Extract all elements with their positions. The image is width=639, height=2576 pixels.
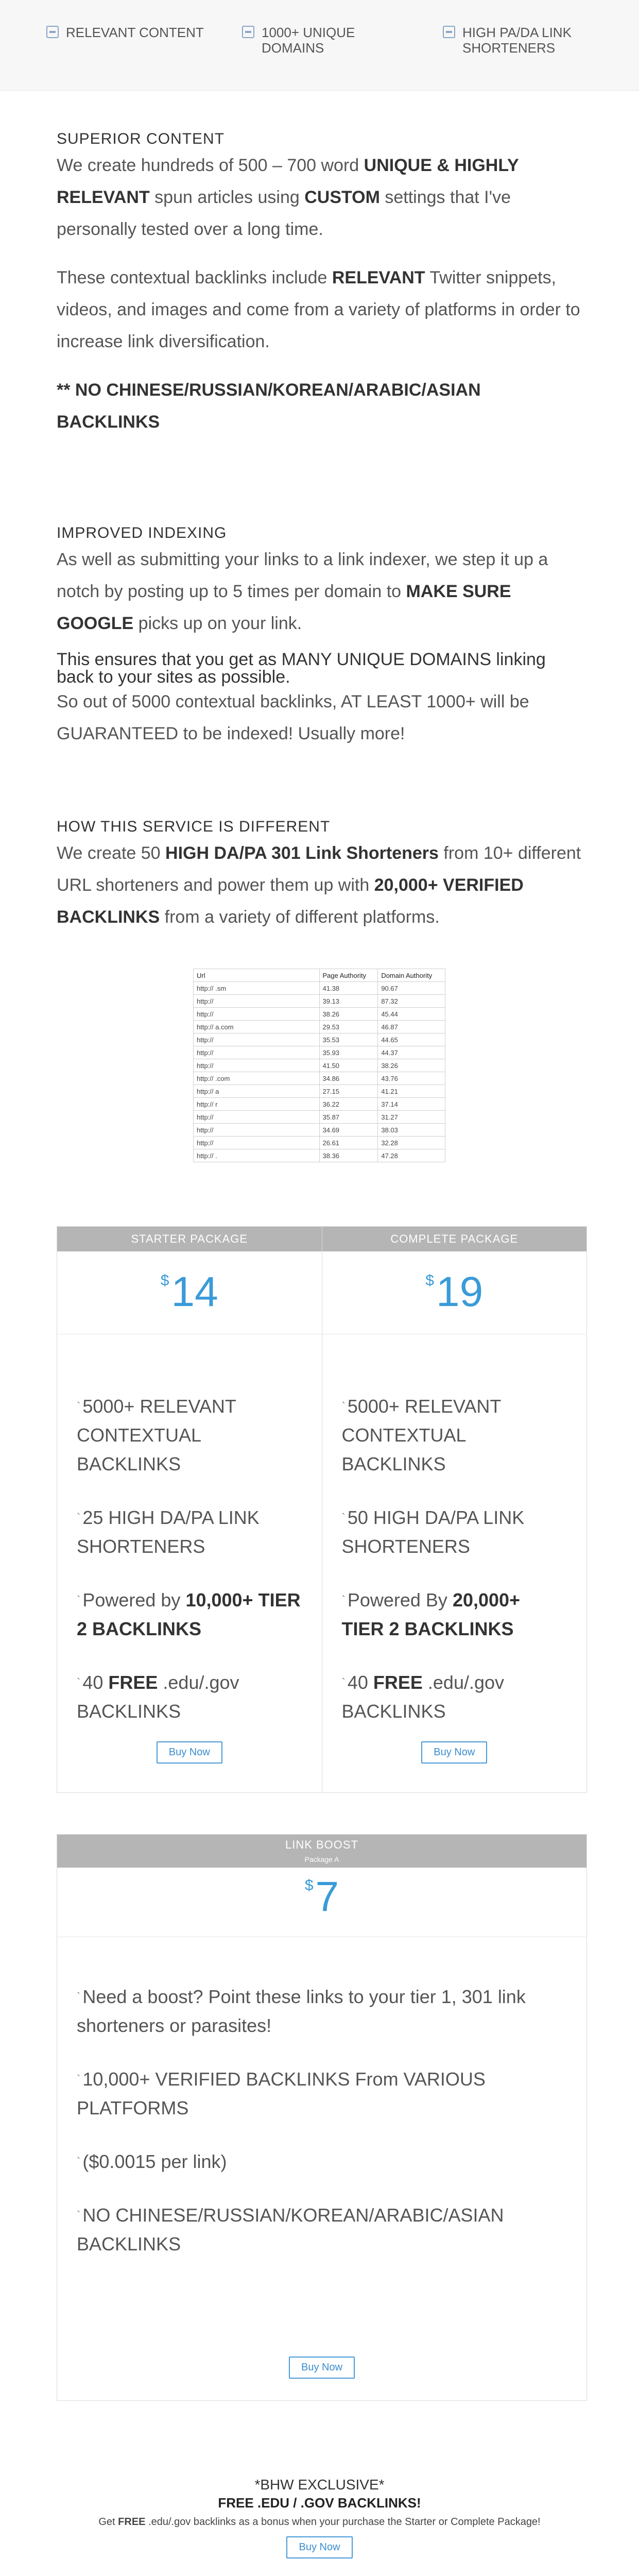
package-feature: ` ($0.0015 per link) xyxy=(77,2151,227,2172)
check-square-icon xyxy=(46,26,59,38)
check-square-icon xyxy=(443,26,455,38)
starter-package xyxy=(57,1227,322,1792)
package-header xyxy=(57,1835,586,1868)
feature-label: 1000+ UNIQUE DOMAINS xyxy=(262,25,355,56)
package-feature: ` 25 HIGH DA/PA LINK SHORTENERS xyxy=(77,1507,260,1557)
package-price: $7 xyxy=(304,1873,339,1920)
table-row: http:// r 36.22 37.14 xyxy=(194,1098,445,1111)
authority-table xyxy=(193,969,445,1162)
link-boost-package xyxy=(57,1834,587,2401)
package-price: $14 xyxy=(160,1268,218,1315)
package-price: $19 xyxy=(425,1268,483,1315)
package-name: COMPLETE PACKAGE xyxy=(322,1227,587,1251)
how-paragraph-1: We create 50 HIGH DA/PA 301 Link Shorteners from 10+ different URL shorteners and power them up with 20,000+ VERIFIED BACKLINKS from a variety of different platforms. xyxy=(57,843,581,927)
section-heading: IMPROVED INDEXING xyxy=(57,524,227,541)
table-row: http:// a.com 29.53 46.87 xyxy=(194,1021,445,1033)
table-row: http:// .com 34.86 43.76 xyxy=(194,1072,445,1085)
package-feature: ` Powered By 20,000+ TIER 2 BACKLINKS xyxy=(341,1589,521,1639)
section-heading: SUPERIOR CONTENT xyxy=(57,130,225,147)
package-feature: ` 5000+ RELEVANT CONTEXTUAL BACKLINKS xyxy=(341,1396,501,1475)
feature-label: HIGH PA/DA LINK SHORTENERS xyxy=(462,25,572,56)
indexing-paragraph-1: As well as submitting your links to a link indexer, we step it up a notch by posting up to 5 times per domain to MAKE SURE GOOGLE picks up on your link. xyxy=(57,550,548,633)
buy-now-button[interactable]: Buy Now xyxy=(289,2357,355,2379)
table-row: http:// 38.26 45.44 xyxy=(194,1008,445,1021)
indexing-paragraph-2: This ensures that you get as MANY UNIQUE DOMAINS linking back to your sites as possible. xyxy=(57,650,546,687)
column-header: Page Authority xyxy=(319,969,378,982)
superior-paragraph-2: These contextual backlinks include RELEVANT Twitter snippets, videos, and images and come from a variety of platforms in order to increase link diversification. xyxy=(57,268,580,351)
buy-now-button[interactable]: Buy Now xyxy=(157,1741,222,1764)
table-row: http:// 35.53 44.65 xyxy=(194,1033,445,1046)
package-name: LINK BOOST xyxy=(285,1838,359,1851)
complete-package xyxy=(322,1227,587,1792)
exclusive-offer xyxy=(0,2476,639,2558)
package-feature: ` 40 FREE .edu/.gov BACKLINKS xyxy=(341,1672,505,1722)
feature-relevant-content xyxy=(46,25,204,41)
table-row: http:// 34.69 38.03 xyxy=(194,1124,445,1137)
package-name: STARTER PACKAGE xyxy=(57,1227,322,1251)
superior-content-section xyxy=(57,129,587,438)
package-subtitle: Package A xyxy=(304,1855,339,1863)
column-header: Domain Authority xyxy=(378,969,445,982)
column-header: Url xyxy=(194,969,320,982)
table-row: http:// . 38.36 47.28 xyxy=(194,1149,445,1162)
table-row: http:// a 27.15 41.21 xyxy=(194,1085,445,1098)
superior-paragraph-3: ** NO CHINESE/RUSSIAN/KOREAN/ARABIC/ASIAN BACKLINKS xyxy=(57,380,481,432)
table-row: http:// .sm 41.38 90.67 xyxy=(194,982,445,995)
package-feature: ` 40 FREE .edu/.gov BACKLINKS xyxy=(77,1672,239,1722)
pricing-table xyxy=(57,1226,587,1793)
package-feature: ` 50 HIGH DA/PA LINK SHORTENERS xyxy=(341,1507,525,1557)
improved-indexing-section xyxy=(57,523,587,750)
table-header-row xyxy=(194,969,445,982)
package-feature: ` 5000+ RELEVANT CONTEXTUAL BACKLINKS xyxy=(77,1396,236,1475)
feature-unique-domains xyxy=(242,25,375,56)
feature-link-shorteners xyxy=(443,25,607,56)
indexing-paragraph-3: So out of 5000 contextual backlinks, AT LEAST 1000+ will be GUARANTEED to be indexed! Usually more! xyxy=(57,692,529,743)
table-row: http:// 41.50 38.26 xyxy=(194,1059,445,1072)
table-row: http:// 35.87 31.27 xyxy=(194,1111,445,1124)
features-bar xyxy=(0,0,639,91)
table-row: http:// 35.93 44.37 xyxy=(194,1046,445,1059)
table-row: http:// 26.61 32.28 xyxy=(194,1137,445,1149)
feature-label: RELEVANT CONTENT xyxy=(66,25,204,40)
currency-symbol: $ xyxy=(304,1877,314,1894)
package-feature: ` 10,000+ VERIFIED BACKLINKS From VARIOUS PLATFORMS xyxy=(77,2069,486,2119)
exclusive-title: *BHW EXCLUSIVE* xyxy=(254,2477,385,2493)
exclusive-description: Get FREE .edu/.gov backlinks as a bonus when your purchase the Starter or Complete Package! xyxy=(98,2516,541,2528)
buy-now-button[interactable]: Buy Now xyxy=(286,2536,352,2558)
package-feature: ` NO CHINESE/RUSSIAN/KOREAN/ARABIC/ASIAN BACKLINKS xyxy=(77,2205,504,2255)
check-square-icon xyxy=(242,26,254,38)
package-feature: ` Need a boost? Point these links to your tier 1, 301 link shorteners or parasites! xyxy=(77,1986,526,2036)
superior-paragraph-1: We create hundreds of 500 – 700 word UNIQUE & HIGHLY RELEVANT spun articles using CUSTOM settings that I've personally tested over a long time. xyxy=(57,156,519,239)
exclusive-subtitle: FREE .EDU / .GOV BACKLINKS! xyxy=(218,2495,421,2511)
buy-now-button[interactable]: Buy Now xyxy=(421,1741,487,1764)
section-heading: HOW THIS SERVICE IS DIFFERENT xyxy=(57,818,331,835)
table-row: http:// 39.13 87.32 xyxy=(194,995,445,1008)
how-different-section xyxy=(57,817,587,933)
package-feature: ` Powered by 10,000+ TIER 2 BACKLINKS xyxy=(77,1589,301,1639)
currency-symbol: $ xyxy=(160,1272,169,1289)
currency-symbol: $ xyxy=(425,1272,434,1289)
